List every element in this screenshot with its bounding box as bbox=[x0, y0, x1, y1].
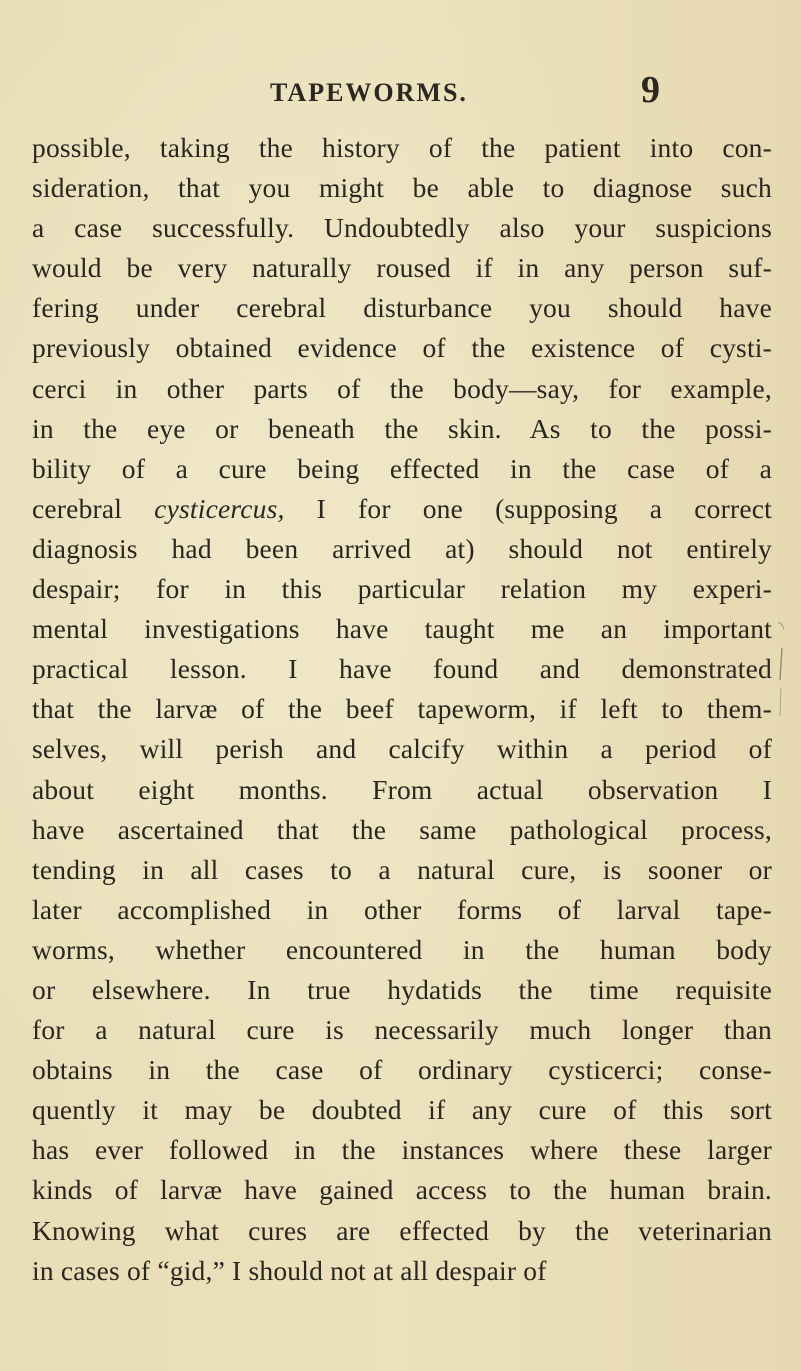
text-line: kinds of larvæ have gained access to the human brain. bbox=[32, 1174, 772, 1206]
line-lead: cerebral bbox=[32, 492, 155, 524]
text-line: would be very naturally roused if in any person suf- bbox=[32, 252, 772, 284]
text-line: possible, taking the history of the patient into con- bbox=[32, 132, 772, 163]
text-line: despair; for in this particular relation my experi- bbox=[32, 573, 772, 605]
text-line: or elsewhere. In true hydatids the time requisite bbox=[32, 973, 772, 1005]
text-line: bility of a cure being effected in the case of a bbox=[32, 452, 772, 484]
text-line: cerci in other parts of the body—say, for example, bbox=[32, 372, 772, 404]
text-line: later accomplished in other forms of larval tape- bbox=[32, 893, 772, 925]
page-number: 9 bbox=[641, 69, 660, 111]
running-head: TAPEWORMS. bbox=[270, 78, 468, 107]
text-line: previously obtained evidence of the existence of cysti- bbox=[32, 332, 772, 364]
text-line: has ever followed in the instances where these larger bbox=[32, 1134, 772, 1166]
text-line: sideration, that you might be able to diagnose such bbox=[32, 172, 772, 204]
text-line: about eight months. From actual observation I bbox=[32, 773, 772, 805]
text-line: practical lesson. I have found and demonstrated bbox=[32, 653, 772, 685]
text-line: in cases of “gid,” I should not at all despair of bbox=[32, 1254, 547, 1286]
text-line: selves, will perish and calcify within a period of bbox=[32, 733, 772, 765]
text-line: Knowing what cures are effected by the veterinarian bbox=[32, 1214, 772, 1246]
text-line: obtains in the case of ordinary cysticerci; conse- bbox=[32, 1054, 772, 1086]
text-line-with-italic bbox=[32, 489, 772, 529]
text-line: diagnosis had been arrived at) should not entirely bbox=[32, 532, 772, 564]
text-line: in the eye or beneath the skin. As to the possi- bbox=[32, 412, 772, 444]
text-line: tending in all cases to a natural cure, is sooner or bbox=[32, 853, 772, 885]
italic-term: cysticercus, bbox=[154, 492, 285, 524]
line-rest: I for one (supposing a correct bbox=[284, 492, 772, 524]
text-line: fering under cerebral disturbance you should have bbox=[32, 292, 772, 324]
text-line: worms, whether encountered in the human body bbox=[32, 933, 772, 965]
text-line: mental investigations have taught me an important bbox=[32, 613, 772, 645]
text-line: quently it may be doubted if any cure of this sort bbox=[32, 1094, 772, 1126]
text-line: for a natural cure is necessarily much longer than bbox=[32, 1014, 772, 1046]
margin-pencil-mark bbox=[776, 618, 786, 738]
body-text bbox=[32, 128, 772, 1291]
text-line: that the larvæ of the beef tapeworm, if left to them- bbox=[32, 693, 772, 725]
text-line: have ascertained that the same pathological process, bbox=[32, 813, 772, 845]
text-line: a case successfully. Undoubtedly also your suspicions bbox=[32, 212, 772, 244]
